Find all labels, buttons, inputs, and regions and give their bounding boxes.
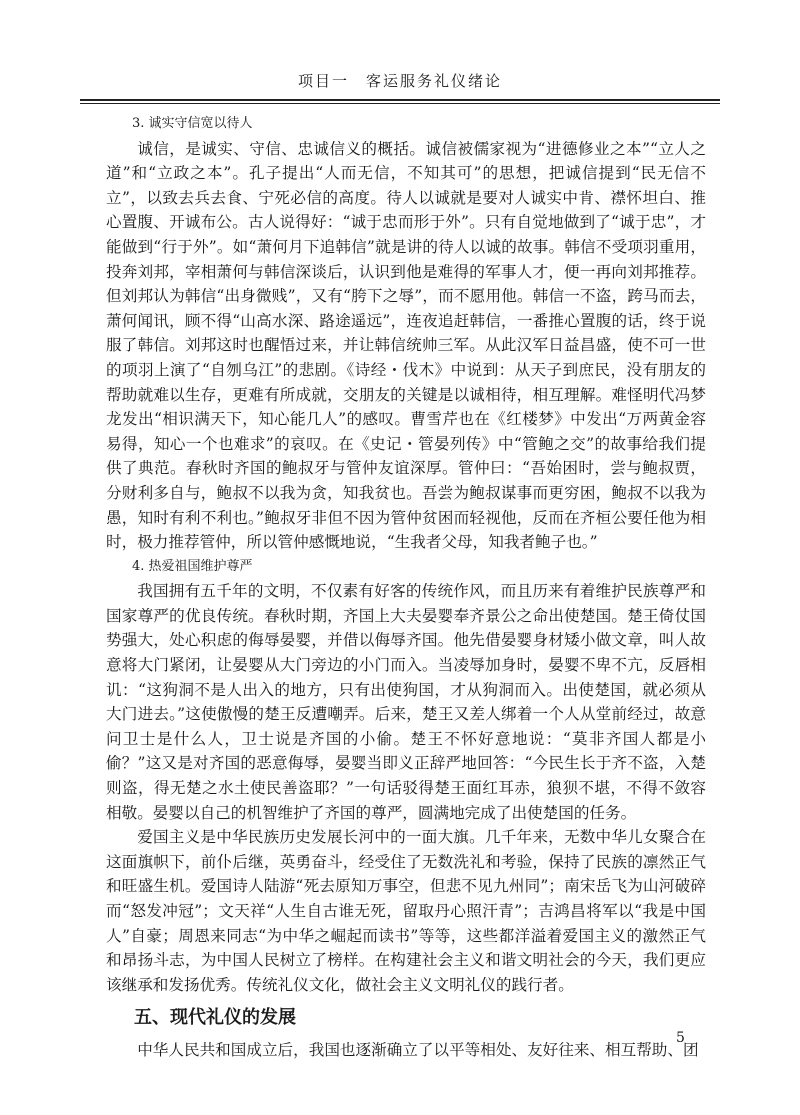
header-rule-thin <box>80 103 720 104</box>
page-number: 5 <box>676 1030 685 1046</box>
subheading-patriotism: 4. 热爱祖国维护尊严 <box>132 558 253 574</box>
paragraph-honesty: 诚信，是诚实、守信、忠诚信义的概括。诚信被儒家视为“进德修业之本”“立人之道”和“立政之本”。孔子提出“人而无信，不知其可”的思想，把诚信提到“民无信不立”，以致去兵去食、宁死必信的高度。待人以诚就是要对人诚实中肯、襟怀坦白、推心置腹、开诚布公。古人说得好：“诚于忠而形于外”。只有自觉地做到了“诚于忠”，才能做到“行于外”。如“萧何月下追韩信”就是讲的待人以诚的故事。韩信不受项羽重用，投奔刘邦，宰相萧何与韩信深谈后，认识到他是难得的军事人才，便一再向刘邦推荐。但刘邦认为韩信“出身微贱”，又有“胯下之辱”，而不愿用他。韩信一不盗，跨马而去，萧何闻讯，顾不得“山高水深、路途遥远”，连夜追赶韩信，一番推心置腹的话，终于说服了韩信。刘邦这时也醒悟过来，并让韩信统帅三军。从此汉军日益昌盛，使不可一世的项羽上演了“自刎乌江”的悲剧。《诗经・伐木》中说到：从天子到庶民，没有朋友的帮助就难以生存，更难有所成就，交朋友的关键是以诚相待，相互理解。难怪明代冯梦龙发出“相识满天下，知心能几人”的感叹。曹雪芹也在《红楼梦》中发出“万两黄金容易得，知心一个也难求”的哀叹。在《史记・管晏列传》中“管鲍之交”的故事给我们提供了典范。春秋时齐国的鲍叔牙与管仲友谊深厚。管仲曰：“吾始困时，尝与鲍叔贾，分财利多自与，鲍叔不以我为贪，知我贫也。吾尝为鲍叔谋事而更穷困，鲍叔不以我为愚，知时有利不利也。”鲍叔牙非但不因为管仲贫困而轻视他，反而在齐桓公要任他为相时，极力推荐管仲，所以管仲感慨地说，“生我者父母，知我者鲍子也。” <box>106 139 706 552</box>
paragraph-yanying: 我国拥有五千年的文明，不仅素有好客的传统作风，而且历来有着维护民族尊严和国家尊严的优良传统。春秋时期，齐国上大夫晏婴奉齐景公之命出使楚国。楚王倚仗国势强大，处心积虑的侮辱晏婴，并借以侮辱齐国。他先借晏婴身材矮小做文章，叫人故意将大门紧闭，让晏婴从大门旁边的小门而入。当凌辱加身时，晏婴不卑不亢，反唇相讥：“这狗洞不是人出入的地方，只有出使狗国，才从狗洞而入。出使楚国，就必须从大门进去。”这使傲慢的楚王反遭嘲弄。后来，楚王又差人绑着一个人从堂前经过，故意问卫士是什么人，卫士说是齐国的小偷。楚王不怀好意地说：“莫非齐国人都是小偷？”这又是对齐国的恶意侮辱，晏婴当即义正辞严地回答：“今民生长于齐不盗，入楚则盗，得无楚之水土使民善盗耶？”一句话驳得楚王面红耳赤，狼狈不堪，不得不敛容相敬。晏婴以自己的机智维护了齐国的尊严，圆满地完成了出使楚国的任务。 <box>106 582 706 822</box>
running-header: 项目一 客运服务礼仪绪论 <box>297 72 502 90</box>
subheading-honesty: 3. 诚实守信宽以待人 <box>132 116 253 131</box>
paragraph-patriotism: 爱国主义是中华民族历史发展长河中的一面大旗。几千年来，无数中华儿女聚合在这面旗帜下，前仆后继，英勇奋斗，经受住了无数洗礼和考验，保持了民族的凛然正气和旺盛生机。爱国诗人陆游“死去原知万事空，但悲不见九州同”；南宋岳飞为山河破碎而“怒发冲冠”；文天祥“人生自古谁无死，留取丹心照汗青”；吉鸿昌将军以“我是中国人”自豪；周恩来同志“为中华之崛起而读书”等等，这些都洋溢着爱国主义的激然正气和昂扬斗志，为中国人民树立了榜样。在构建社会主义和谐文明社会的今天，我们更应该继承和发扬优秀。传统礼仪文化，做社会主义文明礼仪的践行者。 <box>106 828 706 994</box>
body-text <box>106 112 706 1063</box>
section-heading: 五、现代礼仪的发展 <box>134 1007 296 1029</box>
header-rule-thick <box>80 99 720 101</box>
paragraph-modern-etiquette: 中华人民共和国成立后，我国也逐渐确立了以平等相处、友好往来、相互帮助、团 <box>137 1041 699 1060</box>
